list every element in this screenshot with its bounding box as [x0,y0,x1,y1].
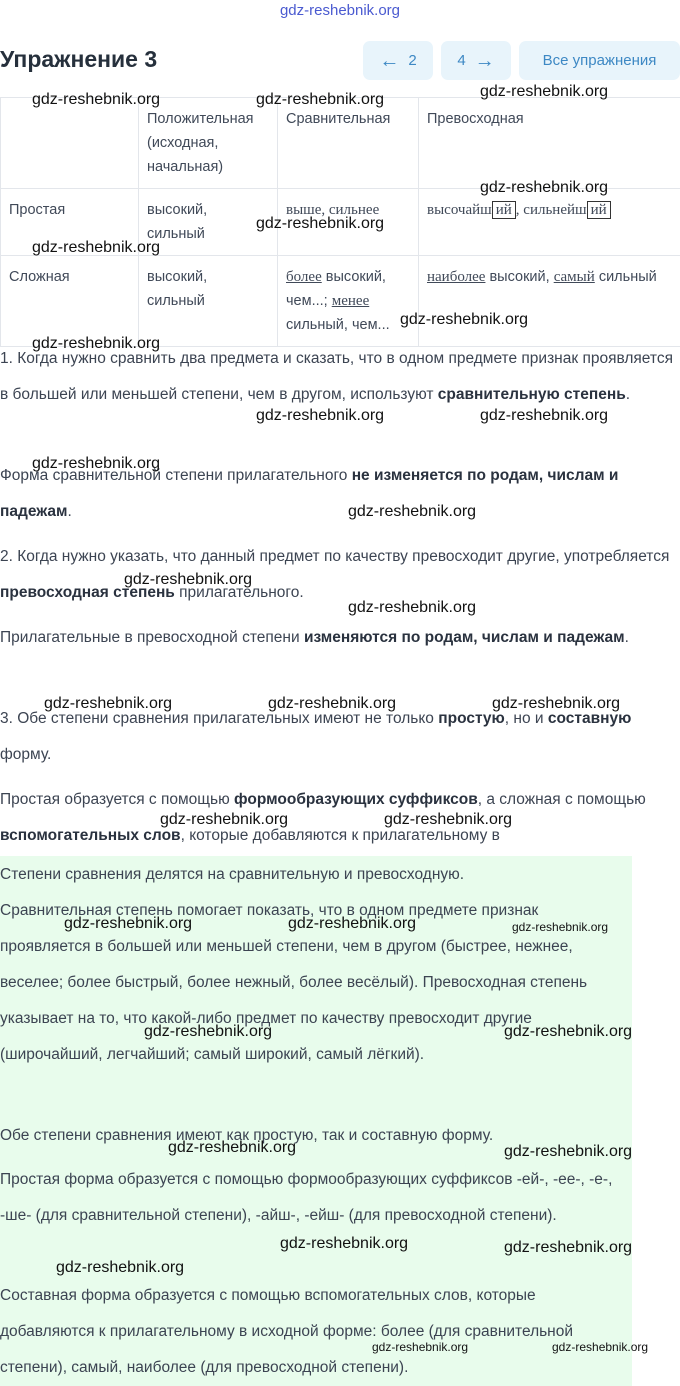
text: 3. Обе степени сравнения прилагательных имеют не только [0,710,439,727]
superlative-stem: высочайш [427,202,492,218]
separator: , [515,202,524,218]
prev-exercise-label: 2 [408,52,417,69]
bold-text: вспомогательных слов [0,827,181,844]
paragraph [0,539,675,611]
bold-text: формообразующих суффиксов [234,791,478,808]
text: . [625,386,631,403]
cell-text: сильный, чем... [286,317,390,333]
table-header-cell: Сравнительная [278,98,419,189]
note-paragraph: Составная форма образуется с помощью вспомогательных слов, которые добавляются к прилагательному в исходной форме: более (для сравнительной степени), самый, наиболее (для превосходной степени). [0,1287,574,1376]
text: 1. Когда нужно сравнить два предмета и сказать, что в одном предмете признак проявляется в большей или меньшей степени, чем в другом, используют [0,350,673,403]
comparative-cell [278,256,419,347]
helper-word: менее [331,293,370,309]
row-label: Простая [1,189,139,256]
watermark: gdz-reshebnik.org [372,1340,469,1354]
text: , но и [504,710,548,727]
arrow-left-icon: ← [379,49,400,72]
arrow-right-icon: → [474,49,495,72]
table-header-cell: Положительная (исходная, начальная) [139,98,278,189]
ending-box: ий [492,201,516,219]
watermark: gdz-reshebnik.org [384,811,513,828]
watermark: gdz-reshebnik.org [288,915,417,932]
text: , которые добавляются к прилагательному в [180,827,500,844]
next-exercise-label: 4 [457,52,466,69]
watermark: gdz-reshebnik.org [492,695,621,712]
table-row [1,256,680,347]
positive-cell: высокий, сильный [139,256,278,347]
table-header-cell [1,98,139,189]
superlative-cell [419,256,680,347]
page-title: Упражнение 3 [0,46,158,72]
text: прилагательного. [174,584,304,601]
watermark: gdz-reshebnik.org [268,695,397,712]
watermark: gdz-reshebnik.org [256,215,385,232]
watermark: gdz-reshebnik.org [256,407,385,424]
watermark: gdz-reshebnik.org [552,1340,649,1354]
watermark: gdz-reshebnik.org [504,1239,633,1256]
bold-text: составную [547,710,632,727]
note-paragraph: Простая форма образуется с помощью формообразующих суффиксов -ей-, -ее-, -е-, -ше- (для сравнительной степени), -айш-, -ейш- (для превосходной степени). [0,1171,613,1224]
text: Прилагательные в превосходной степени [0,629,304,646]
all-exercises-button[interactable] [519,41,680,80]
prev-exercise-button[interactable] [363,41,433,80]
comparative-word: сильнее [328,202,380,218]
text: 2. Когда нужно указать, что данный предмет по качеству превосходит другие, употребляется [0,548,670,565]
text: . [67,503,72,520]
watermark: gdz-reshebnik.org [32,335,161,352]
text: форму. [0,746,52,763]
bold-text: изменяются по родам, числам и падежам [303,629,625,646]
next-exercise-button[interactable] [441,41,511,80]
ending-box: ий [587,201,611,219]
bold-text: превосходная степень [0,584,175,601]
watermark: gdz-reshebnik.org [348,503,477,520]
watermark: gdz-reshebnik.org [480,179,609,196]
watermark: gdz-reshebnik.org [160,811,289,828]
watermark: gdz-reshebnik.org [32,455,161,472]
watermark: gdz-reshebnik.org [512,920,609,934]
table-header-row [1,98,680,189]
note-paragraph: Сравнительная степень помогает показать, что в одном предмете признак проявляется в большей или меньшей степени, чем в другом (быстрее, нежнее, веселее; более быстрый, более нежный, более весёлый). Превосходная степень указывает на то, что какой-либо предмет по качеству превосходит другие (широчайший, легчайший; самый широкий, самый лёгкий). [0,902,588,1063]
paragraph [0,620,675,656]
paragraph [0,782,675,854]
text: . [624,629,629,646]
text: , а сложная с помощью [477,791,646,808]
table-header-cell: Превосходная [419,98,680,189]
note-paragraph: Обе степени сравнения имеют как простую, так и составную форму. [0,1127,494,1144]
all-exercises-label: Все упражнения [542,52,657,69]
superlative-cell [419,189,680,256]
site-link[interactable]: gdz-reshebnik.org [279,2,401,19]
cell-text: высокий, [485,269,554,285]
watermark: gdz-reshebnik.org [168,1139,297,1156]
row-label: Сложная [1,256,139,347]
helper-word: более [286,269,322,285]
watermark: gdz-reshebnik.org [56,1259,185,1276]
watermark: gdz-reshebnik.org [32,91,161,108]
comparative-word: выше [286,202,322,218]
watermark: gdz-reshebnik.org [124,571,253,588]
note-paragraph: Степени сравнения делятся на сравнительную и превосходную. [0,866,465,883]
bold-text: не изменяется по родам, числам и падежам [0,467,619,520]
watermark: gdz-reshebnik.org [280,1235,409,1252]
helper-word: наиболее [427,269,486,285]
separator: , [321,202,329,218]
cell-text: высокий, чем...; [286,269,386,309]
watermark: gdz-reshebnik.org [144,1023,273,1040]
theory-note [0,856,632,1386]
bold-text: сравнительную степень [437,386,626,403]
superlative-stem: сильнейш [523,202,587,218]
text: Простая образуется с помощью [0,791,235,808]
watermark: gdz-reshebnik.org [256,91,385,108]
positive-cell: высокий, сильный [139,189,278,256]
watermark: gdz-reshebnik.org [504,1143,633,1160]
watermark: gdz-reshebnik.org [480,407,609,424]
watermark: gdz-reshebnik.org [44,695,173,712]
watermark: gdz-reshebnik.org [400,311,529,328]
helper-word: самый [553,269,595,285]
watermark: gdz-reshebnik.org [480,83,609,100]
watermark: gdz-reshebnik.org [348,599,477,616]
watermark: gdz-reshebnik.org [32,239,161,256]
bold-text: простую [438,710,505,727]
cell-text: сильный [594,269,657,285]
watermark: gdz-reshebnik.org [504,1023,633,1040]
text: Форма сравнительной степени прилагательного [0,467,352,484]
watermark: gdz-reshebnik.org [64,915,193,932]
